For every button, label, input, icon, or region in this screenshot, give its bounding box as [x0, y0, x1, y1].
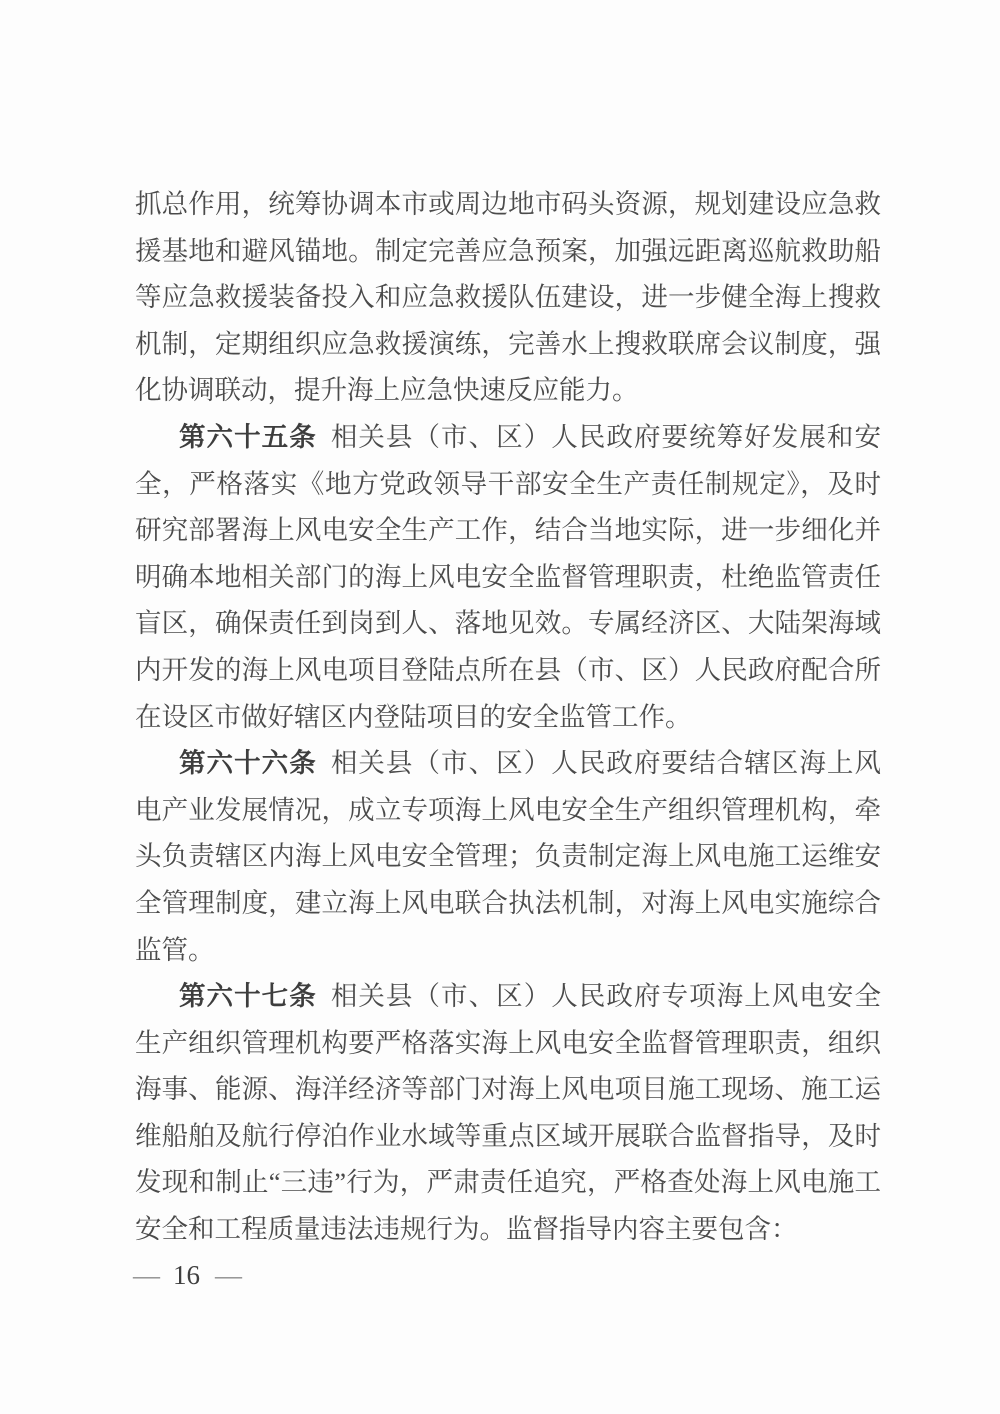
text-line: 安全和工程质量违法违规行为。监督指导内容主要包含： [135, 1214, 798, 1245]
text-line: 盲区，确保责任到岗到人、落地见效。专属经济区、大陆架海域 [135, 608, 881, 639]
text-line: 研究部署海上风电安全生产工作，结合当地实际，进一步细化并 [135, 515, 881, 546]
paragraph [135, 181, 881, 414]
page-footer [133, 1252, 240, 1298]
text-line: 机制，定期组织应急救援演练，完善水上搜救联席会议制度，强 [135, 328, 881, 359]
document-body [135, 181, 881, 1253]
text-line: 生产组织管理机构要严格落实海上风电安全监督管理职责，组织 [135, 1027, 881, 1058]
text-run: 相关县（市、区）人民政府专项海上风电安全 [330, 981, 881, 1012]
text-line: 电产业发展情况，成立专项海上风电安全生产组织管理机构，牵 [135, 794, 881, 825]
text-line [135, 973, 881, 1020]
text-run: 相关县（市、区）人民政府要统筹好发展和安 [330, 421, 881, 452]
text-line: 明确本地相关部门的海上风电安全监督管理职责，杜绝监管责任 [135, 561, 881, 592]
paragraph [135, 740, 881, 973]
text-line [135, 414, 881, 461]
text-line: 内开发的海上风电项目登陆点所在县（市、区）人民政府配合所 [135, 654, 881, 685]
text-line: 全，严格落实《地方党政领导干部安全生产责任制规定》，及时 [135, 468, 881, 499]
article-number-heading: 第六十六条 [179, 748, 317, 779]
footer-dash: — [215, 1259, 240, 1290]
paragraph [135, 414, 881, 740]
text-line: 抓总作用，统筹协调本市或周边地市码头资源，规划建设应急救 [135, 189, 881, 219]
text-line: 监管。 [135, 934, 215, 965]
text-line: 在设区市做好辖区内登陆项目的安全监管工作。 [135, 701, 692, 732]
page-number: 16 [173, 1259, 200, 1290]
text-line: 海事、能源、海洋经济等部门对海上风电项目施工现场、施工运 [135, 1074, 881, 1105]
article-number-heading: 第六十七条 [179, 981, 317, 1012]
article-number-heading: 第六十五条 [179, 421, 317, 452]
text-line: 援基地和避风锚地。制定完善应急预案，加强远距离巡航救助船 [135, 235, 881, 266]
text-run: 相关县（市、区）人民政府要结合辖区海上风 [330, 748, 881, 779]
text-line: 化协调联动，提升海上应急快速反应能力。 [135, 375, 639, 406]
text-line: 等应急救援装备投入和应急救援队伍建设，进一步健全海上搜救 [135, 282, 881, 313]
text-line: 发现和制止“三违”行为，严肃责任追究，严格查处海上风电施工 [135, 1167, 881, 1198]
text-line: 全管理制度，建立海上风电联合执法机制，对海上风电实施综合 [135, 887, 881, 918]
text-line: 维船舶及航行停泊作业水域等重点区域开展联合监督指导，及时 [135, 1120, 881, 1151]
paragraph [135, 973, 881, 1253]
text-line [135, 740, 881, 787]
footer-dash: — [133, 1259, 158, 1290]
text-line: 头负责辖区内海上风电安全管理；负责制定海上风电施工运维安 [135, 841, 881, 872]
